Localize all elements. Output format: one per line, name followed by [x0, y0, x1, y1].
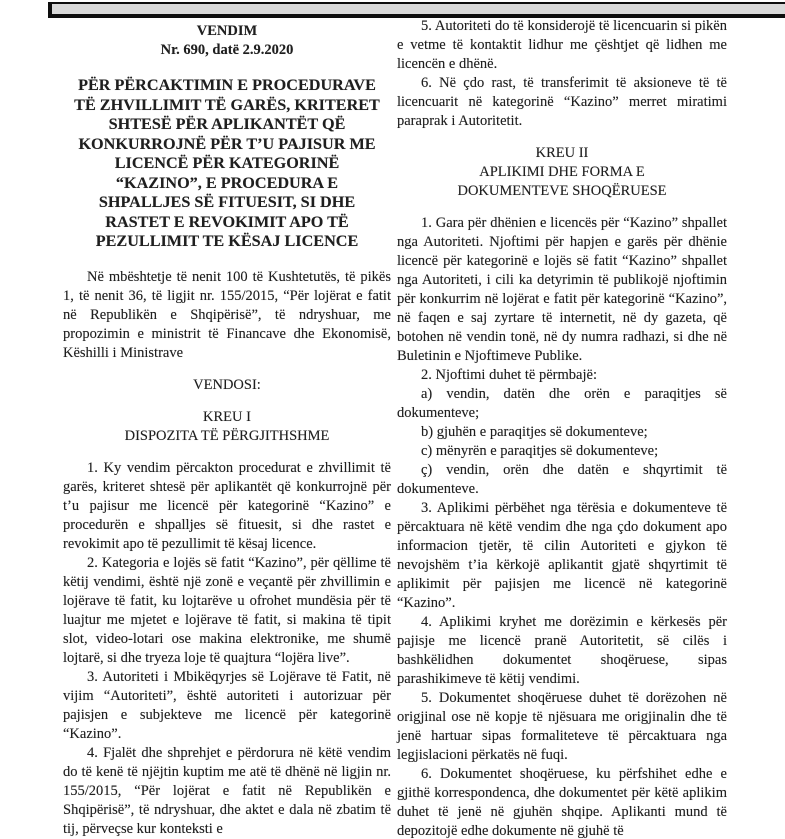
document-title-line: “KAZINO”, E PROCEDURA E: [115, 173, 339, 192]
paragraph-1: 1. Ky vendim përcakton procedurat e zhvillimit të garës, kriteret shtesë për aplikantët që konkurrojnë për t’u pajisur me licencë për kategorinë “Kazino” e procedurën e shpalljes së fituesit, si dhe rastet e revokimit apo të pezullimit të kësaj licence.: [63, 459, 391, 552]
document-title-line: PËR PËRCAKTIMIN E PROCEDURAVE: [78, 76, 376, 94]
kreu-i-heading-line: DISPOZITA TË PËRGJITHSHME: [124, 427, 330, 444]
document-title: [63, 76, 391, 252]
kreu-ii-heading: [397, 144, 727, 201]
vendosi-heading-line: VENDOSI:: [193, 376, 261, 393]
kreu2-paragraph-5: 5. Dokumentet shoqëruese duhet të dorëzohen në origjinal ose në kopje të njësuara me origjinalin dhe të jenë hartuar sipas formaliteteve të përcaktuara nga legjislacioni përkatës në fuqi.: [397, 690, 727, 763]
kreu2-item-b: b) gjuhën e paraqitjes së dokumenteve;: [421, 424, 648, 440]
paragraph-5: 5. Autoriteti do të konsiderojë të licencuarin si pikën e vetme të kontaktit lidhur me çështjet që lidhen me licencën e dhënë.: [397, 18, 727, 72]
document-title-line: KONKURROJNË PËR T’U PAJISUR ME: [78, 134, 376, 153]
kreu-ii-heading-line: APLIKIMI DHE FORMA E: [479, 164, 645, 180]
vendosi-heading: [63, 376, 391, 395]
paragraph-6: 6. Në çdo rast, të transferimit të aksioneve të të licencuarit në kategorinë “Kazino” merret miratimi paraprak i Autoritetit.: [397, 75, 727, 129]
document-title-line: TË ZHVILLIMIT TË GARËS, KRITERET: [74, 95, 380, 114]
page-top-rule-bar: [48, 2, 785, 18]
paragraph-2: 2. Kategoria e lojës së fatit “Kazino”, për qëllime të këtij vendimi, është një zonë e veçantë për zhvillimin e lojërave të fatit, ku lojtarëve u ofrohet mundësia për të luajtur me mjetet e lojërave të fatit, si makina të tipit slot, video-lotari ose makina elektronike, me shumë lojtarë, si dhe tryeza loje të quajtura “lojëra live”.: [63, 554, 391, 666]
kreu2-item-c: c) mënyrën e paraqitjes së dokumenteve;: [421, 443, 659, 459]
document-heading-line: VENDIM: [196, 23, 258, 39]
document-title-line: SHTESË PËR APLIKANTËT QË: [108, 115, 346, 133]
kreu2-paragraph-6: 6. Dokumentet shoqëruese, ku përfshihet edhe e gjithë korrespondenca, dhe dokumentet për këtë aplikim duhet të jenë në gjuhën shqipe. Aplikanti mund të depozitojë edhe dokumente në gjuhë të: [397, 766, 727, 839]
kreu2-paragraph-1: 1. Gara për dhënien e licencës për “Kazino” shpallet nga Autoriteti. Njoftimi për hapjen e garës për dhënie licencë për kategorinë e lojës së fatit “Kazino” shpallet nga Autoriteti, i cili ka detyrimin të publikojë njoftimin për konkurrim në lojërat e fatit për kategorinë “Kazino”, në faqen e saj zyrtare të internetit, në dy gazeta, që botohen në vendin tonë, në dy numra radhazi, si dhe në Buletinin e Njoftimeve Publike.: [397, 215, 727, 364]
document-title-line: PEZULLIMIT TE KËSAJ LICENCE: [95, 232, 359, 250]
right-column: [397, 17, 727, 839]
document-title-line: RASTET E REVOKIMIT APO TË: [105, 212, 349, 231]
document-heading-line: Nr. 690, datë 2.9.2020: [160, 42, 294, 58]
kreu2-paragraph-4: 4. Aplikimi kryhet me dorëzimin e kërkesës për pajisje me licencë pranë Autoritetit, së cilës i bashkëlidhen dokumentet shoqëruese, sipas parashikimeve të këtij vendimi.: [397, 614, 727, 687]
kreu2-item-a: a) vendin, datën dhe orën e paraqitjes së dokumenteve;: [397, 386, 727, 421]
paragraph-4: 4. Fjalët dhe shprehjet e përdorura në këtë vendim do të kenë të njëjtin kuptim me atë të dhënë në ligjin nr. 155/2015, “Për lojërat e fatit në Republikën e Shqipërisë”, të ndryshuar, dhe aktet e dala në zbatim të tij, përveçse kur konteksti e: [63, 744, 391, 837]
document-title-line: SHPALLJES SË FITUESIT, SI DHE: [98, 193, 356, 211]
left-column: [63, 17, 391, 839]
preamble-paragraph: Në mbështetje të nenit 100 të Kushtetutës, të pikës 1, të nenit 36, të ligjit nr. 155/2015, “Për lojërat e fatit në Republikën e Shqipërisë”, të ndryshuar, me propozimin e ministrit të Financave dhe Ekonomisë, Këshilli i Ministrave: [63, 268, 391, 361]
kreu-i-heading: [63, 408, 391, 446]
document-heading: [63, 22, 391, 60]
kreu-i-heading-line: KREU I: [203, 408, 251, 425]
document-title-line: LICENCË PËR KATEGORINË: [114, 154, 340, 172]
kreu-ii-heading-line: DOKUMENTEVE SHOQËRUESE: [457, 183, 667, 199]
kreu2-paragraph-2: 2. Njoftimi duhet të përmbajë:: [421, 367, 597, 383]
kreu-ii-heading-line: KREU II: [535, 145, 589, 161]
paragraph-3: 3. Autoriteti i Mbikëqyrjes së Lojërave të Fatit, në vijim “Autoriteti”, është autoriteti i autorizuar për pajisjen e subjekteve me licencë për kategorinë “Kazino”.: [63, 668, 391, 742]
kreu2-paragraph-3: 3. Aplikimi përbëhet nga tërësia e dokumenteve të përcaktuara në këtë vendim dhe nga çdo dokument apo informacion tjetër, të cilin Autoriteti e gjykon të nevojshëm t’ia kërkojë aplikantit gjatë shqyrtimit të aplikimit për pajisjen me licencë në kategorinë “Kazino”.: [397, 500, 727, 611]
kreu2-item-ç: ç) vendin, orën dhe datën e shqyrtimit të dokumenteve.: [397, 462, 727, 497]
